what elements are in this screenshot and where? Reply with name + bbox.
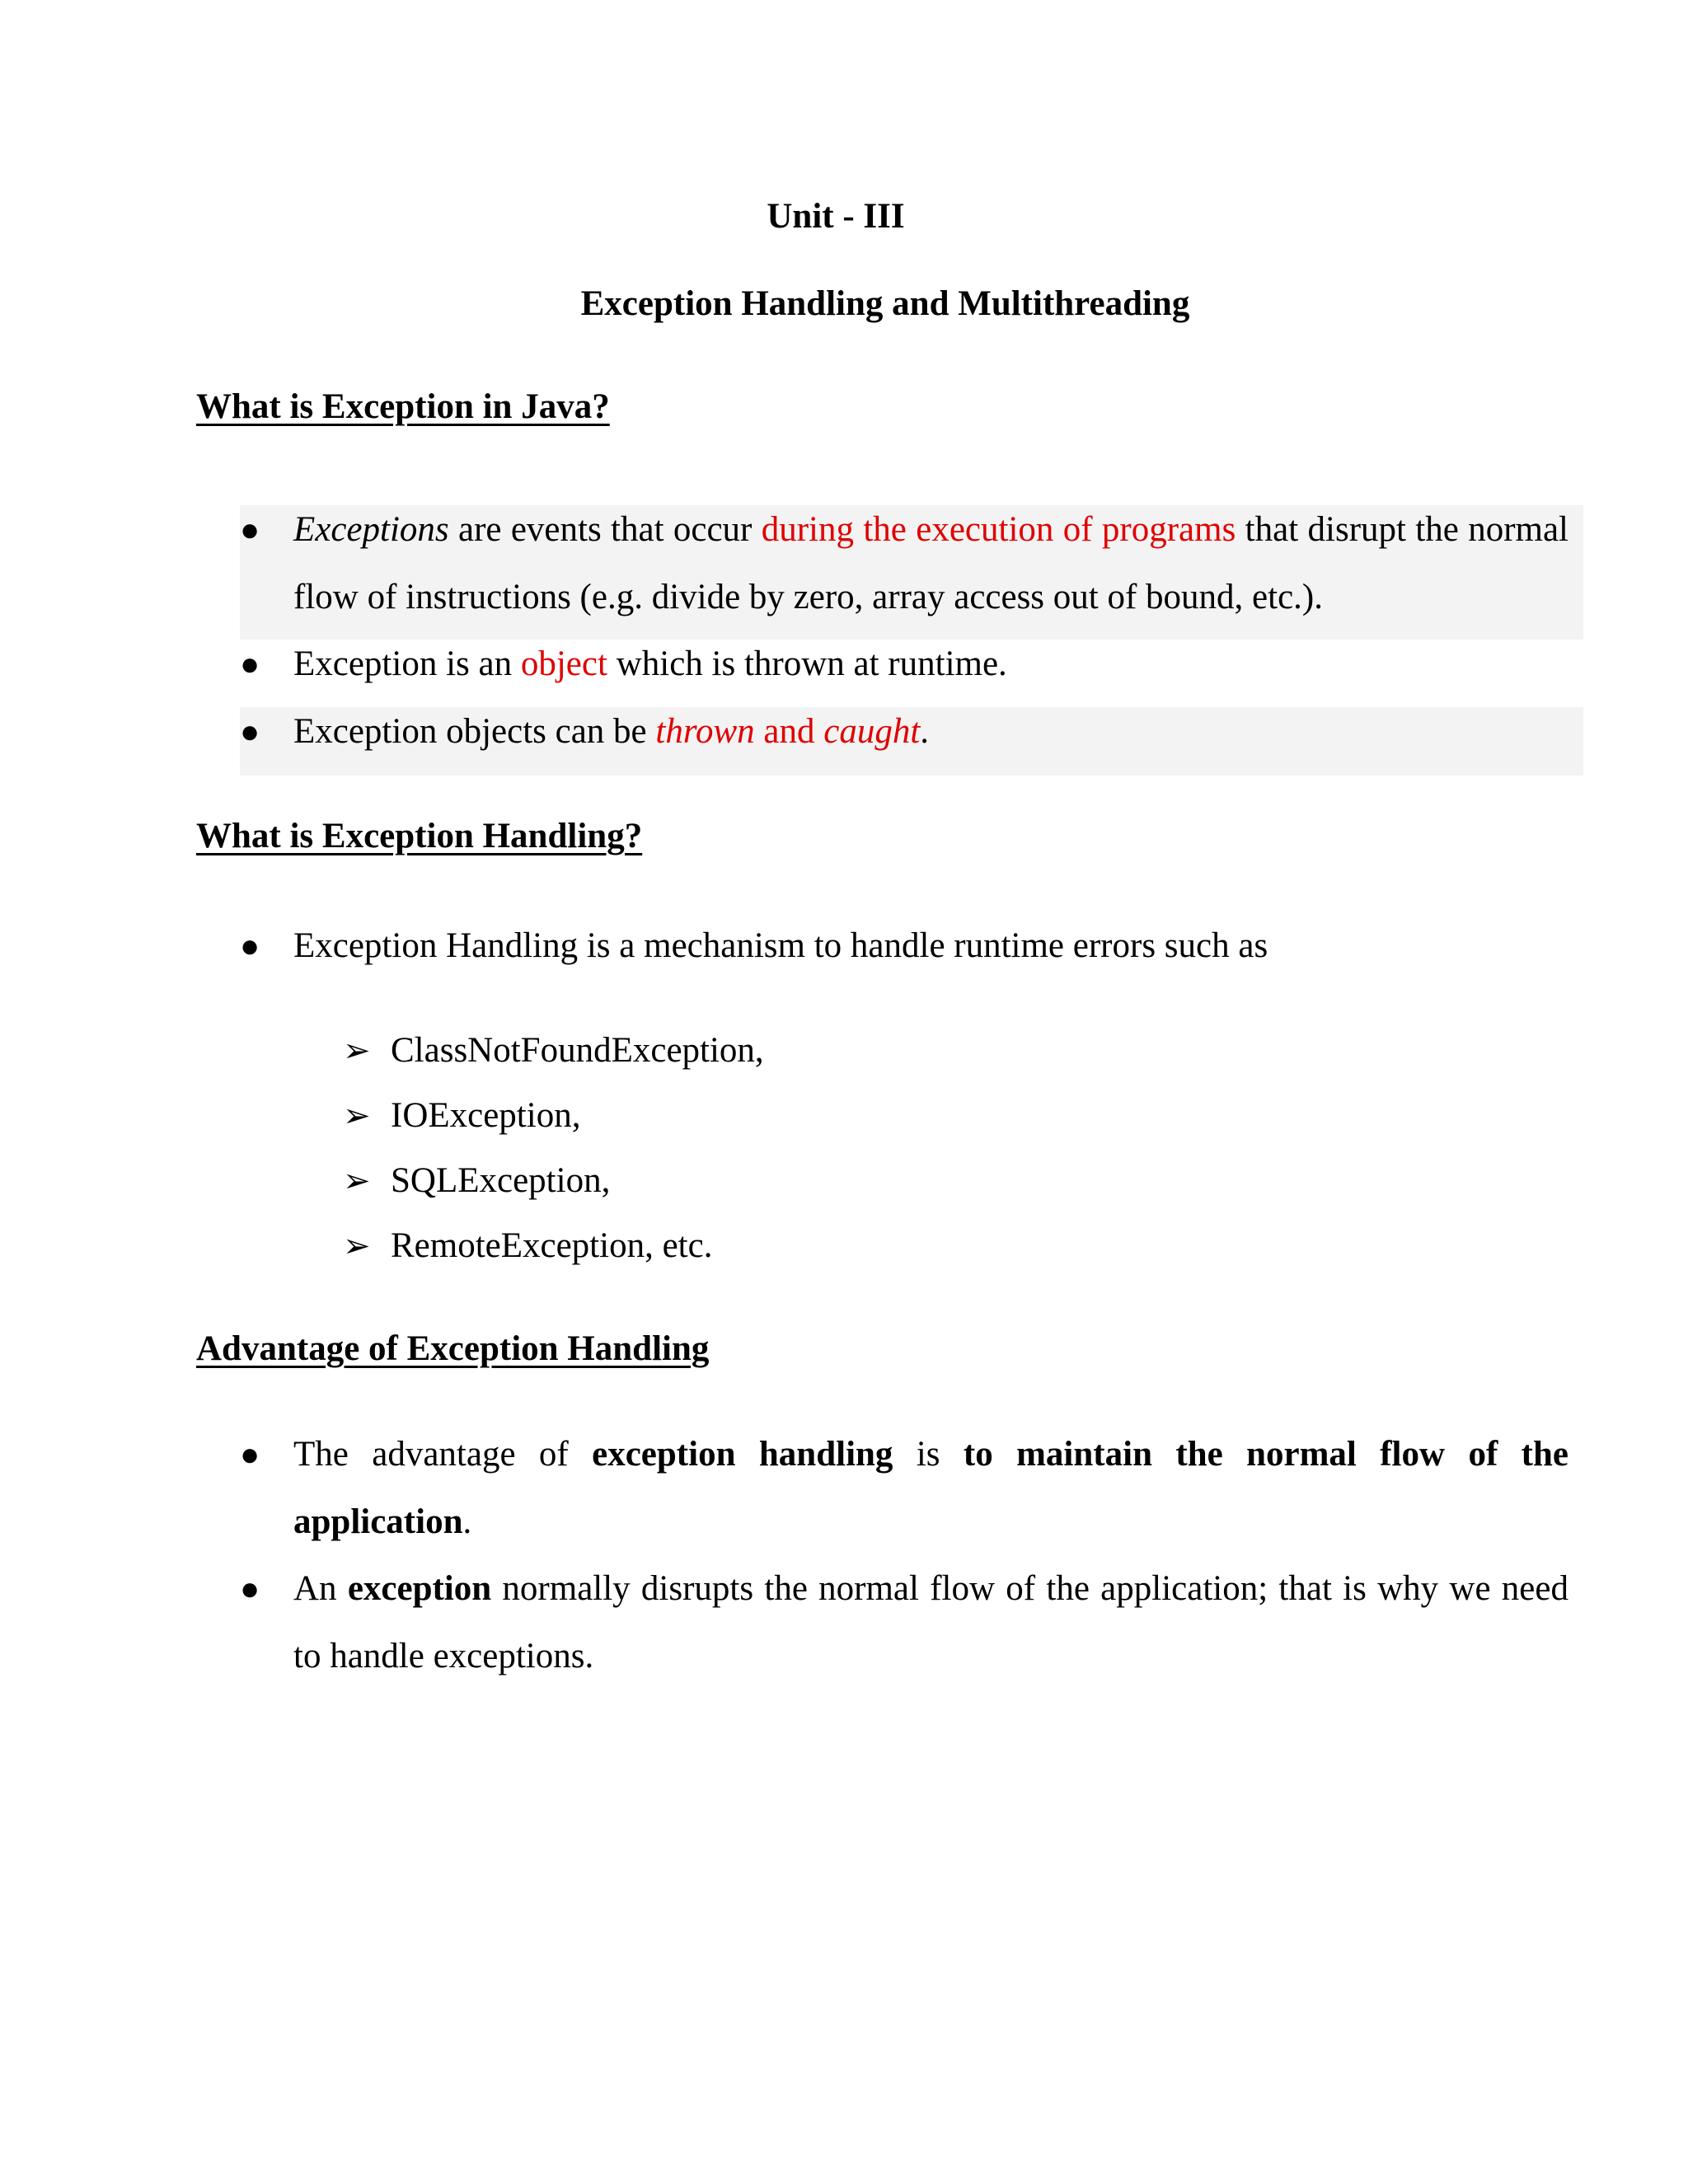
bold-term: to maintain the normal flow of the application (293, 1435, 1568, 1541)
text-span: Exception is an (293, 644, 521, 683)
bullet-icon: ● (240, 1436, 260, 1473)
sub-list-item: ClassNotFoundException, (391, 1031, 764, 1070)
unit-title: Unit - III (767, 197, 905, 236)
arrow-bullet-icon: ➢ (343, 1227, 371, 1264)
bullet-icon: ● (240, 1570, 260, 1607)
text-span: The advantage of (293, 1435, 593, 1474)
red-italic-term: caught (823, 712, 921, 751)
text-span: An (293, 1569, 348, 1608)
arrow-bullet-icon: ➢ (343, 1097, 371, 1134)
list-item (293, 630, 1568, 698)
italic-term: Exceptions (293, 510, 449, 549)
arrow-bullet-icon: ➢ (343, 1162, 371, 1199)
red-italic-term: thrown (655, 712, 755, 751)
document-title: Exception Handling and Multithreading (580, 284, 1190, 323)
section-heading-exception-in-java: What is Exception in Java? (196, 387, 610, 426)
text-span: which is thrown at runtime. (607, 644, 1007, 683)
list-item (293, 1421, 1568, 1556)
arrow-bullet-icon: ➢ (343, 1032, 371, 1069)
red-highlight-text: and (754, 712, 824, 751)
text-span: Exception objects can be (293, 712, 656, 751)
text-span: . (920, 712, 930, 751)
red-highlight-text: object (520, 644, 607, 683)
bullet-icon: ● (240, 511, 260, 548)
bold-term: exception (347, 1569, 492, 1608)
bullet-icon: ● (240, 713, 260, 750)
bullet-icon: ● (240, 645, 260, 682)
text-span: normally disrupts the normal flow of the application; that is why we need to handle exceptions. (293, 1569, 1568, 1675)
sub-list-item: IOException, (391, 1096, 581, 1135)
list-item (293, 698, 1568, 766)
text-span: is (893, 1435, 964, 1474)
list-item: Exception Handling is a mechanism to handle runtime errors such as (293, 926, 1268, 965)
bullet-icon: ● (240, 927, 260, 964)
text-span: that disrupt the normal flow of instructions (e.g. divide by zero, array access out of bound, etc.). (293, 510, 1568, 616)
sub-list-item: RemoteException, etc. (391, 1226, 713, 1265)
red-highlight-text: during the execution of programs (761, 510, 1236, 549)
section-heading-exception-handling: What is Exception Handling? (196, 817, 643, 855)
text-span: . (462, 1502, 472, 1541)
section-heading-advantage: Advantage of Exception Handling (196, 1329, 710, 1368)
list-item (293, 496, 1568, 631)
sub-list-item: SQLException, (391, 1161, 611, 1200)
list-item (293, 1555, 1568, 1690)
bold-term: exception handling (592, 1435, 893, 1474)
text-span: are events that occur (448, 510, 762, 549)
